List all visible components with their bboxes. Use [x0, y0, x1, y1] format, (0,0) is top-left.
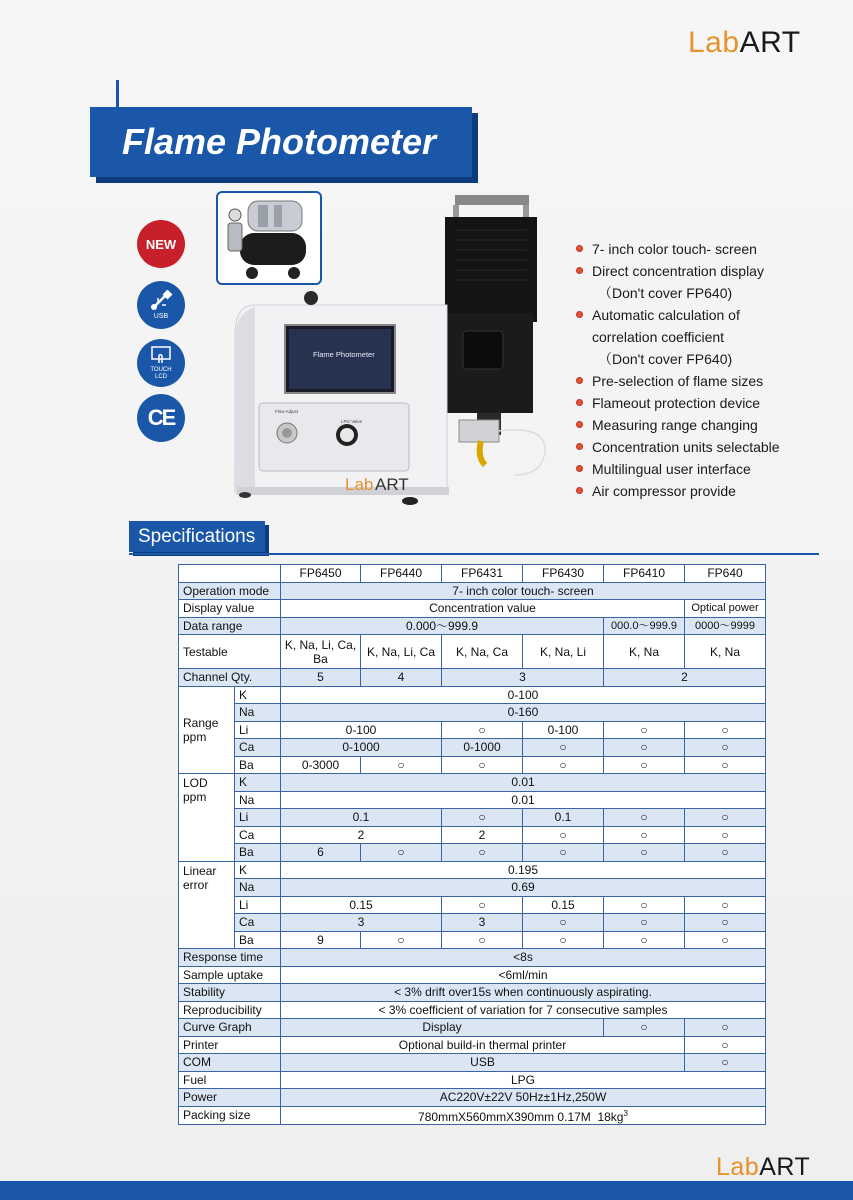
table-cell: ○	[523, 739, 604, 757]
row-label: Sample uptake	[179, 966, 281, 984]
group-label-line: error	[183, 877, 209, 892]
table-cell: 4	[361, 669, 442, 687]
table-cell: ○	[604, 896, 685, 914]
model-header: FP6440	[361, 565, 442, 583]
table-row	[179, 617, 766, 635]
table-cell: ○	[523, 826, 604, 844]
feature-item: Automatic calculation of	[576, 304, 846, 326]
table-cell: ○	[442, 931, 523, 949]
table-row	[179, 1019, 766, 1037]
table-cell: ○	[685, 739, 766, 757]
table-cell: ○	[442, 844, 523, 862]
table-cell: Display	[281, 1019, 604, 1037]
table-row	[179, 669, 766, 687]
table-cell: 0.1	[281, 809, 442, 827]
table-cell: ○	[685, 1019, 766, 1037]
feature-item: Pre-selection of flame sizes	[576, 370, 846, 392]
usb-badge-label: USB	[153, 313, 169, 320]
feature-item: 7- inch color touch- screen	[576, 238, 846, 260]
table-cell: 3	[281, 914, 442, 932]
flame-photometer-image	[215, 195, 555, 515]
table-row	[179, 774, 766, 792]
table-cell	[281, 1106, 766, 1124]
table-cell: 0.1	[523, 809, 604, 827]
table-cell: ○	[442, 721, 523, 739]
table-row	[179, 721, 766, 739]
table-cell: ○	[685, 1036, 766, 1054]
model-header: FP6431	[442, 565, 523, 583]
feature-item: Direct concentration display	[576, 260, 846, 282]
table-cell: 0.15	[281, 896, 442, 914]
table-cell: Optical power	[685, 600, 766, 618]
table-row	[179, 879, 766, 897]
table-cell: 3	[442, 914, 523, 932]
row-label: Display value	[179, 600, 281, 618]
device-screen-title: Flame Photometer	[313, 350, 375, 359]
feature-continuation: correlation coefficient	[592, 329, 725, 345]
table-cell: ○	[604, 1019, 685, 1037]
row-label: Stability	[179, 984, 281, 1002]
table-cell: ○	[604, 756, 685, 774]
table-cell: 0-160	[281, 704, 766, 722]
table-cell: 0-100	[523, 721, 604, 739]
brand-logo-top	[688, 26, 801, 60]
touch-lcd-icon	[148, 346, 174, 366]
table-cell: < 3% drift over15s when continuously aspirating.	[281, 984, 766, 1002]
table-row	[179, 600, 766, 618]
table-cell: <8s	[281, 949, 766, 967]
element-label: Ca	[235, 739, 281, 757]
feature-list	[576, 238, 846, 502]
table-cell: K, Na, Ca	[442, 635, 523, 669]
element-label: Ba	[235, 756, 281, 774]
table-cell: ○	[685, 914, 766, 932]
table-cell: USB	[281, 1054, 685, 1072]
table-cell: ○	[685, 809, 766, 827]
table-row	[179, 809, 766, 827]
title-banner	[90, 107, 472, 177]
table-cell: <6ml/min	[281, 966, 766, 984]
table-row	[179, 582, 766, 600]
group-label-line: Linear	[183, 863, 217, 878]
new-badge	[137, 220, 185, 268]
table-cell: ○	[685, 826, 766, 844]
table-cell: 3	[442, 669, 604, 687]
row-label: Testable	[179, 635, 281, 669]
table-row	[179, 565, 766, 583]
page-title: Flame Photometer	[122, 121, 437, 162]
table-cell: 2	[281, 826, 442, 844]
model-header: FP6410	[604, 565, 685, 583]
table-cell: 0000～9999	[685, 617, 766, 635]
table-cell: Concentration value	[281, 600, 685, 618]
touch-lcd-badge	[137, 339, 185, 387]
table-cell: ○	[604, 931, 685, 949]
table-cell: ○	[361, 756, 442, 774]
table-cell: ○	[442, 809, 523, 827]
table-cell: Optional build-in thermal printer	[281, 1036, 685, 1054]
group-label-line: ppm	[183, 729, 207, 744]
group-label-line: ppm	[183, 790, 207, 804]
table-cell: 0.01	[281, 791, 766, 809]
table-row	[179, 1071, 766, 1089]
table-cell: ○	[685, 896, 766, 914]
ce-icon: CE	[147, 405, 175, 430]
brand-logo-art: ART	[739, 26, 801, 59]
table-cell: 0.15	[523, 896, 604, 914]
table-cell: K, Na, Li	[523, 635, 604, 669]
table-cell: K, Na, Li, Ca, Ba	[281, 635, 361, 669]
table-cell: 9	[281, 931, 361, 949]
table-cell: ○	[685, 721, 766, 739]
table-cell: ○	[685, 756, 766, 774]
table-cell	[179, 565, 281, 583]
usb-badge	[137, 281, 185, 329]
device-logo-art: ART	[375, 475, 409, 494]
table-row	[179, 635, 766, 669]
brand-logo-art: ART	[759, 1153, 811, 1181]
element-label: Ba	[235, 844, 281, 862]
table-cell: ○	[523, 844, 604, 862]
element-label: Ba	[235, 931, 281, 949]
table-cell: 5	[281, 669, 361, 687]
table-cell: ○	[685, 1054, 766, 1072]
feature-item: Concentration units selectable	[576, 436, 846, 458]
table-cell: K, Na	[604, 635, 685, 669]
ce-badge	[137, 394, 185, 442]
row-label: Curve Graph	[179, 1019, 281, 1037]
table-cell: ○	[604, 809, 685, 827]
device-logo-lab: Lab	[345, 475, 374, 494]
feature-item: Measuring range changing	[576, 414, 846, 436]
table-row	[179, 1001, 766, 1019]
table-row	[179, 791, 766, 809]
element-label: Ca	[235, 914, 281, 932]
table-cell: 6	[281, 844, 361, 862]
table-row	[179, 1089, 766, 1107]
element-label: Ca	[235, 826, 281, 844]
table-cell: ○	[604, 844, 685, 862]
table-cell: ○	[361, 844, 442, 862]
table-cell: 0.69	[281, 879, 766, 897]
element-label: Na	[235, 879, 281, 897]
group-label-line: LOD	[183, 776, 208, 790]
brand-logo-lab: Lab	[716, 1153, 760, 1181]
row-label: Data range	[179, 617, 281, 635]
table-cell: ○	[685, 931, 766, 949]
table-cell: 0.01	[281, 774, 766, 792]
model-header: FP6450	[281, 565, 361, 583]
table-cell: 0-1000	[442, 739, 523, 757]
table-cell: 0-100	[281, 721, 442, 739]
row-label: Printer	[179, 1036, 281, 1054]
lpg-valve-label: LPG Valve	[341, 419, 363, 424]
table-cell: ○	[523, 931, 604, 949]
table-cell: K, Na, Li, Ca	[361, 635, 442, 669]
row-label: Fuel	[179, 1071, 281, 1089]
table-cell: AC220V±22V 50Hz±1Hz,250W	[281, 1089, 766, 1107]
table-row	[179, 756, 766, 774]
table-cell: ○	[685, 844, 766, 862]
group-label-linear-error	[179, 861, 235, 949]
table-cell: ○	[361, 931, 442, 949]
table-row	[179, 914, 766, 932]
table-cell: 0-3000	[281, 756, 361, 774]
specifications-divider	[129, 553, 819, 555]
row-label: Power	[179, 1089, 281, 1107]
specifications-heading-label: Specifications	[138, 526, 256, 547]
model-header: FP6430	[523, 565, 604, 583]
usb-icon	[149, 290, 173, 312]
table-cell: 2	[442, 826, 523, 844]
table-row	[179, 1106, 766, 1124]
table-cell: ○	[604, 914, 685, 932]
table-row	[179, 1036, 766, 1054]
flow-adjust-label: Flow Adjust	[275, 409, 299, 414]
row-label: Channel Qty.	[179, 669, 281, 687]
table-cell: 2	[604, 669, 766, 687]
table-cell: < 3% coefficient of variation for 7 consecutive samples	[281, 1001, 766, 1019]
feature-item: Multilingual user interface	[576, 458, 846, 480]
element-label: Na	[235, 704, 281, 722]
table-cell: 0-100	[281, 686, 766, 704]
feature-note: （Don't cover FP640)	[598, 285, 733, 301]
feature-item: Air compressor provide	[576, 480, 846, 502]
table-cell: ○	[604, 826, 685, 844]
table-row	[179, 686, 766, 704]
packing-weight-value: 18kg	[597, 1109, 624, 1124]
table-row	[179, 826, 766, 844]
table-cell: 0-1000	[281, 739, 442, 757]
table-row	[179, 949, 766, 967]
packing-superscript: 3	[623, 1108, 628, 1118]
table-cell: 0.195	[281, 861, 766, 879]
footer-bar	[0, 1181, 853, 1200]
table-row	[179, 931, 766, 949]
feature-note: （Don't cover FP640)	[598, 351, 733, 367]
group-label-lod	[179, 774, 235, 862]
element-label: Li	[235, 896, 281, 914]
table-row	[179, 739, 766, 757]
table-cell: 0.000～999.9	[281, 617, 604, 635]
packing-size-value: 780mmX560mmX390mm 0.17M	[418, 1109, 591, 1124]
table-row	[179, 966, 766, 984]
specifications-table	[178, 564, 766, 1125]
brand-logo-bottom	[716, 1153, 810, 1182]
group-label-line: Range	[183, 715, 219, 730]
table-row	[179, 704, 766, 722]
touch-lcd-badge-label: TOUCH LCD	[150, 366, 172, 380]
element-label: Li	[235, 809, 281, 827]
table-cell: LPG	[281, 1071, 766, 1089]
table-cell: ○	[523, 914, 604, 932]
group-label-range	[179, 686, 235, 774]
table-cell: K, Na	[685, 635, 766, 669]
feature-item: Flameout protection device	[576, 392, 846, 414]
table-cell: ○	[604, 739, 685, 757]
table-row	[179, 844, 766, 862]
table-cell: 000.0～999.9	[604, 617, 685, 635]
specifications-heading	[129, 521, 265, 552]
element-label: K	[235, 774, 281, 792]
row-label: Reproducibility	[179, 1001, 281, 1019]
row-label: Operation mode	[179, 582, 281, 600]
table-row	[179, 1054, 766, 1072]
element-label: K	[235, 861, 281, 879]
row-label: Response time	[179, 949, 281, 967]
table-cell: ○	[604, 721, 685, 739]
table-row	[179, 861, 766, 879]
table-row	[179, 984, 766, 1002]
table-cell: ○	[442, 756, 523, 774]
new-badge-label: NEW	[145, 236, 177, 252]
element-label: K	[235, 686, 281, 704]
table-row	[179, 896, 766, 914]
element-label: Li	[235, 721, 281, 739]
row-label: COM	[179, 1054, 281, 1072]
row-label: Packing size	[179, 1106, 281, 1124]
table-cell: ○	[523, 756, 604, 774]
model-header: FP640	[685, 565, 766, 583]
element-label: Na	[235, 791, 281, 809]
table-cell: 7- inch color touch- screen	[281, 582, 766, 600]
brand-logo-lab: Lab	[688, 26, 740, 59]
table-cell: ○	[442, 896, 523, 914]
